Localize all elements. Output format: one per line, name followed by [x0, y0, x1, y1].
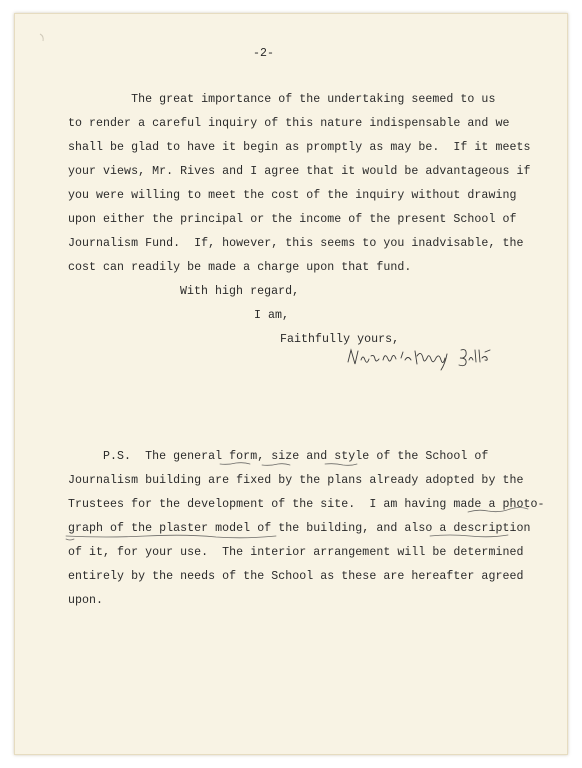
ps-line: P.S. The general form, size and style of the School of [68, 450, 489, 463]
page-number: -2- [253, 47, 275, 60]
body-line: Journalism Fund. If, however, this seems to you inadvisable, the [68, 237, 524, 250]
ps-line: of it, for your use. The interior arrangement will be determined [68, 546, 524, 559]
body-line: cost can readily be made a charge upon that fund. [68, 261, 412, 274]
ps-line: upon. [68, 594, 104, 607]
closing-salutation: Faithfully yours, [280, 333, 400, 346]
body-line: your views, Mr. Rives and I agree that it would be advantageous if [68, 165, 531, 178]
handwritten-signature [345, 342, 495, 374]
paper-blemish [38, 32, 48, 44]
ps-line: Trustees for the development of the site. I am having made a photo- [68, 498, 545, 511]
body-line: to render a careful inquiry of this nature indispensable and we [68, 117, 510, 130]
closing-i-am: I am, [254, 309, 290, 322]
ps-line: entirely by the needs of the School as these are hereafter agreed [68, 570, 524, 583]
body-line: you were willing to meet the cost of the inquiry without drawing [68, 189, 517, 202]
closing-regard: With high regard, [180, 285, 300, 298]
ps-line: Journalism building are fixed by the plans already adopted by the [68, 474, 524, 487]
body-line: upon either the principal or the income of the present School of [68, 213, 517, 226]
body-line: shall be glad to have it begin as promptly as may be. If it meets [68, 141, 531, 154]
ps-line: graph of the plaster model of the building, and also a description [68, 522, 531, 535]
body-line: The great importance of the undertaking seemed to us [68, 93, 496, 106]
